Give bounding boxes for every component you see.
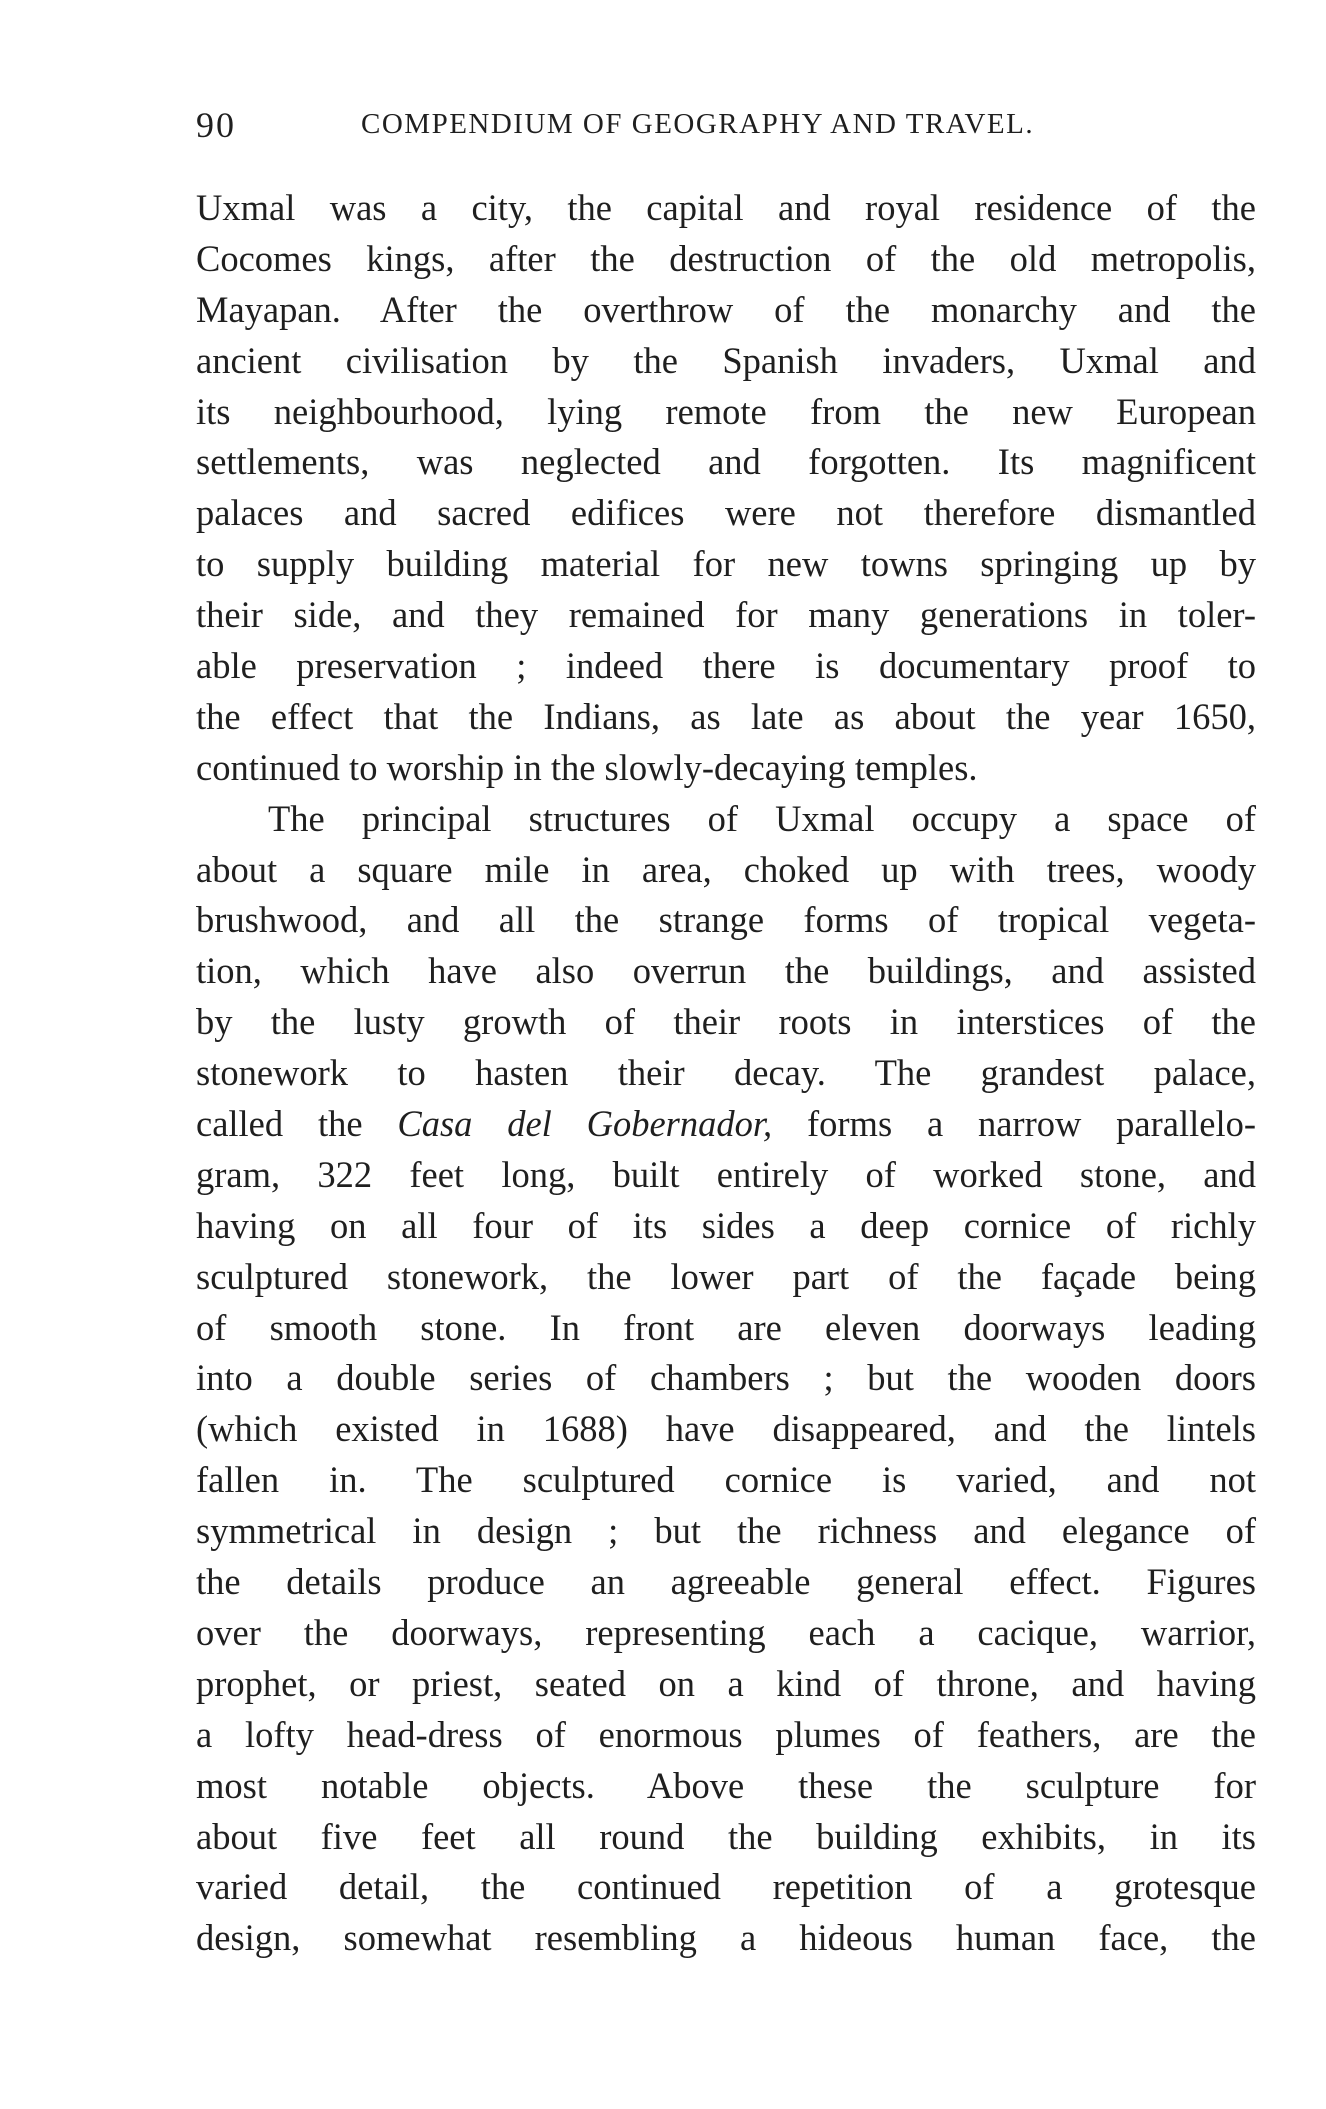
text-line: palaces and sacred edifices were not therefore dismantled (196, 492, 1256, 534)
running-head: COMPENDIUM OF GEOGRAPHY AND TRAVEL. (361, 108, 1035, 140)
text-line: most notable objects. Above these the sculpture for (196, 1764, 1256, 1806)
text-line: into a double series of chambers ; but the wooden doors (196, 1357, 1256, 1399)
page-number: 90 (196, 105, 236, 145)
text-line: prophet, or priest, seated on a kind of throne, and having (196, 1662, 1256, 1704)
text-line: varied detail, the continued repetition of a grotesque (196, 1866, 1256, 1908)
text-line: symmetrical in design ; but the richness and elegance of (196, 1510, 1256, 1552)
text-line: design, somewhat resembling a hideous human face, the (196, 1917, 1256, 1959)
paragraph-end-line: continued to worship in the slowly-decaying temples. (196, 746, 978, 788)
italic-place-name: Casa del Gobernador, (397, 1103, 773, 1145)
text-line: Uxmal was a city, the capital and royal residence of the (196, 187, 1256, 228)
text-line: about five feet all round the building exhibits, in its (196, 1815, 1256, 1857)
text-line: Cocomes kings, after the destruction of the old metropolis, (196, 237, 1256, 279)
text-line: ancient civilisation by the Spanish invaders, Uxmal and (196, 339, 1256, 381)
text-line: over the doorways, representing each a cacique, warrior, (196, 1611, 1256, 1653)
text-line: having on all four of its sides a deep cornice of richly (196, 1204, 1256, 1246)
text-line: their side, and they remained for many generations in toler- (196, 594, 1256, 636)
text-line: able preservation ; indeed there is documentary proof to (196, 645, 1256, 687)
text-line: tion, which have also overrun the buildings, and assisted (196, 950, 1256, 992)
text-line-with-italic (196, 1099, 1256, 1150)
text-segment: forms a narrow parallelo- (772, 1103, 1256, 1145)
text-line: settlements, was neglected and forgotten. Its magnificent (196, 441, 1256, 483)
text-line: a lofty head-dress of enormous plumes of feathers, are the (196, 1713, 1256, 1755)
text-line: gram, 322 feet long, built entirely of worked stone, and (196, 1153, 1256, 1195)
text-line: brushwood, and all the strange forms of tropical vegeta- (196, 899, 1256, 941)
text-line: the effect that the Indians, as late as about the year 1650, (196, 695, 1256, 737)
text-line: sculptured stonework, the lower part of the façade being (196, 1255, 1256, 1297)
paragraph-start-line: The principal structures of Uxmal occupy a space of (268, 797, 1256, 839)
text-line: by the lusty growth of their roots in interstices of the (196, 1001, 1256, 1043)
page-header (196, 100, 1256, 160)
text-line: to supply building material for new towns springing up by (196, 543, 1256, 585)
text-line: (which existed in 1688) have disappeared, and the lintels (196, 1408, 1256, 1450)
text-segment: called the (196, 1103, 398, 1145)
text-line: its neighbourhood, lying remote from the new European (196, 390, 1256, 432)
text-line: stonework to hasten their decay. The grandest palace, (196, 1052, 1256, 1094)
text-line: Mayapan. After the overthrow of the monarchy and the (196, 288, 1256, 330)
text-line: about a square mile in area, choked up with trees, woody (196, 848, 1256, 890)
text-line: of smooth stone. In front are eleven doorways leading (196, 1306, 1256, 1348)
text-line: the details produce an agreeable general effect. Figures (196, 1561, 1256, 1603)
text-line: fallen in. The sculptured cornice is varied, and not (196, 1459, 1256, 1501)
body-text (196, 183, 1256, 1964)
